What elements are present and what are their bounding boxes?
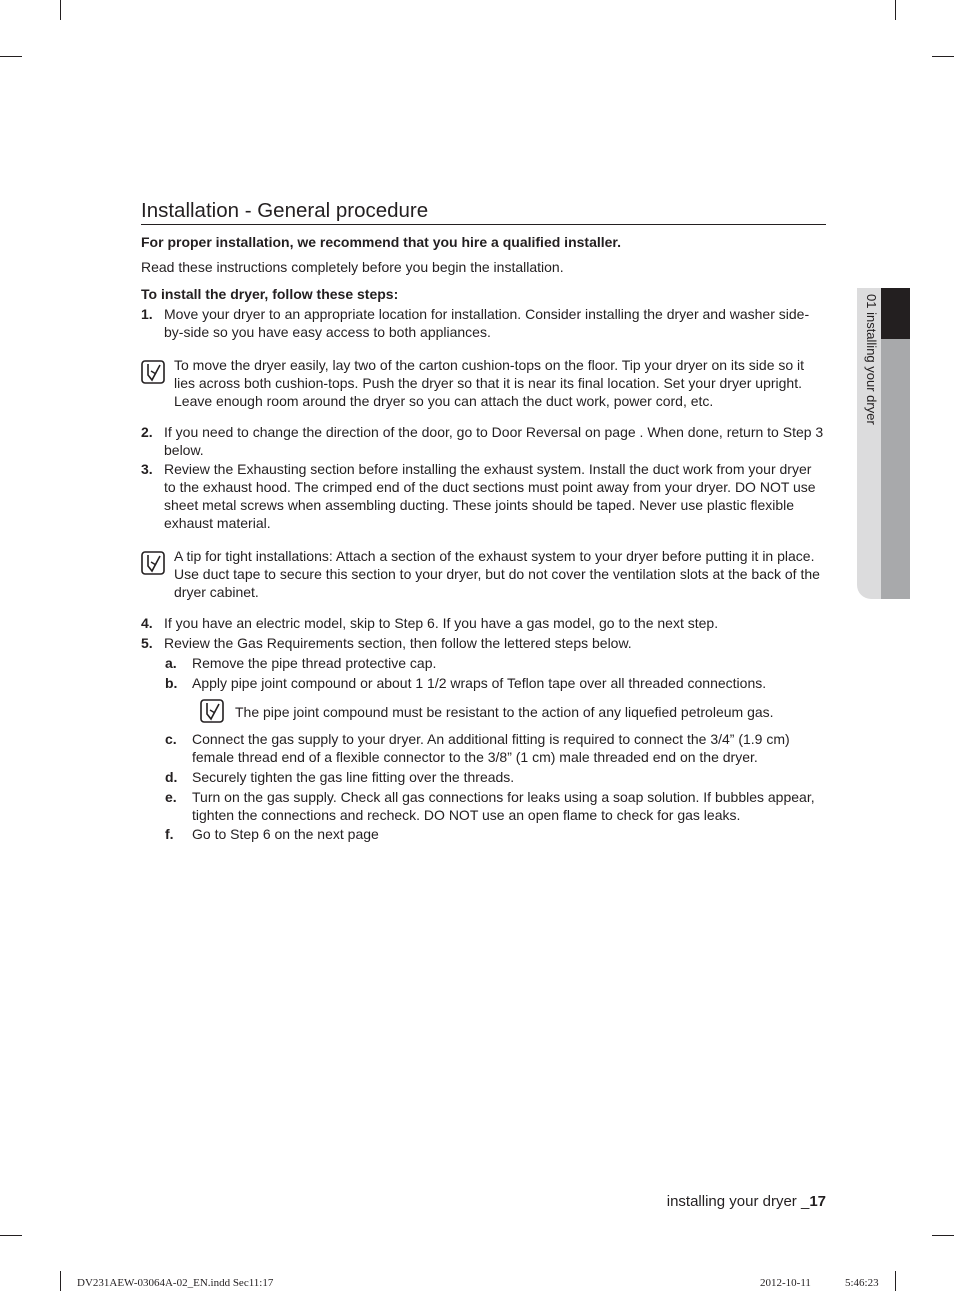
substep-text: Apply pipe joint compound or about 1 1/2 wraps of Teflon tape over all threaded connections.	[192, 675, 767, 691]
note-text: A tip for tight installations: Attach a section of the exhaust system to your dryer before putting it in place. Use duct tape to secure this section to your dryer, but do not cover the ventilation slots at the back of the dryer cabinet.	[174, 548, 820, 600]
side-tab-bar	[881, 339, 910, 599]
substep-letter: c.	[165, 731, 177, 747]
intro-text: Read these instructions completely before you begin the installation.	[141, 259, 564, 275]
intro-bold: For proper installation, we recommend that you hire a qualified installer.	[141, 234, 621, 250]
note-pencil-icon	[141, 360, 165, 384]
page-title: Installation - General procedure	[141, 199, 429, 222]
crop-mark	[932, 1235, 954, 1236]
note-text: To move the dryer easily, lay two of the carton cushion-tops on the floor. Tip your dryer on its side so it lies across both cushion-tops. Push the dryer so that it is near its final location. Set your dryer upright. Leave enough room around the dryer so you can attach the duct work, power cord, etc.	[174, 357, 805, 409]
side-tab-marker	[881, 288, 910, 339]
crop-mark	[895, 0, 896, 20]
substep-text: Remove the pipe thread protective cap.	[192, 655, 437, 671]
step-number: 5.	[141, 635, 153, 651]
step-text: If you have an electric model, skip to Step 6. If you have a gas model, go to the next step.	[164, 615, 719, 631]
side-tab-label: 01 installing your dryer	[864, 294, 879, 425]
note-pencil-icon	[141, 551, 165, 575]
crop-mark	[0, 1235, 22, 1236]
page-number: 17	[809, 1193, 826, 1210]
step-text: Review the Exhausting section before installing the exhaust system. Install the duct work from your dryer to the exhaust hood. The crimped end of the duct sections must point away from your dryer. DO NOT use sheet metal screws when assembling ducting. These joints should be taped. Never use plastic flexible exhaust material.	[164, 461, 816, 531]
substep-text: Turn on the gas supply. Check all gas connections for leaks using a soap solution. If bubbles appear, tighten the connections and recheck. DO NOT use an open flame to check for gas leaks.	[192, 789, 815, 823]
step-number: 3.	[141, 461, 153, 477]
substep-text: Connect the gas supply to your dryer. An additional fitting is required to connect the 3/4” (1.9 cm) female thread end of a flexible connector to the 3/8” (1 cm) male threaded end on the dryer.	[192, 731, 790, 765]
substep-letter: a.	[165, 655, 177, 671]
step-number: 2.	[141, 424, 153, 440]
substep-letter: d.	[165, 769, 178, 785]
substep-text: Go to Step 6 on the next page	[192, 826, 379, 842]
crop-mark	[60, 0, 61, 20]
page-footer	[667, 1193, 826, 1210]
step-number: 4.	[141, 615, 153, 631]
slug-date: 2012-10-11	[760, 1277, 811, 1289]
note-text: The pipe joint compound must be resistant to the action of any liquefied petroleum gas.	[235, 704, 774, 720]
crop-mark	[60, 1271, 61, 1291]
step-text: If you need to change the direction of the door, go to Door Reversal on page . When done, return to Step 3 below.	[164, 424, 824, 458]
slug-time: 5:46:23	[845, 1277, 879, 1289]
slug-file: DV231AEW-03064A-02_EN.indd Sec11:17	[77, 1277, 274, 1289]
crop-mark	[0, 56, 22, 57]
note-pencil-icon	[200, 699, 224, 723]
title-rule	[141, 224, 826, 225]
footer-section: installing your dryer _	[666, 1193, 810, 1210]
substep-letter: e.	[165, 789, 177, 805]
substep-text: Securely tighten the gas line fitting over the threads.	[192, 769, 515, 785]
substep-letter: f.	[165, 826, 174, 842]
crop-mark	[895, 1271, 896, 1291]
steps-heading: To install the dryer, follow these steps:	[141, 286, 399, 302]
substep-letter: b.	[165, 675, 178, 691]
crop-mark	[932, 56, 954, 57]
step-text: Review the Gas Requirements section, then follow the lettered steps below.	[164, 635, 632, 651]
step-text: Move your dryer to an appropriate location for installation. Consider installing the dryer and washer side-by-side so you have easy access to both appliances.	[164, 306, 810, 340]
step-number: 1.	[141, 306, 153, 322]
